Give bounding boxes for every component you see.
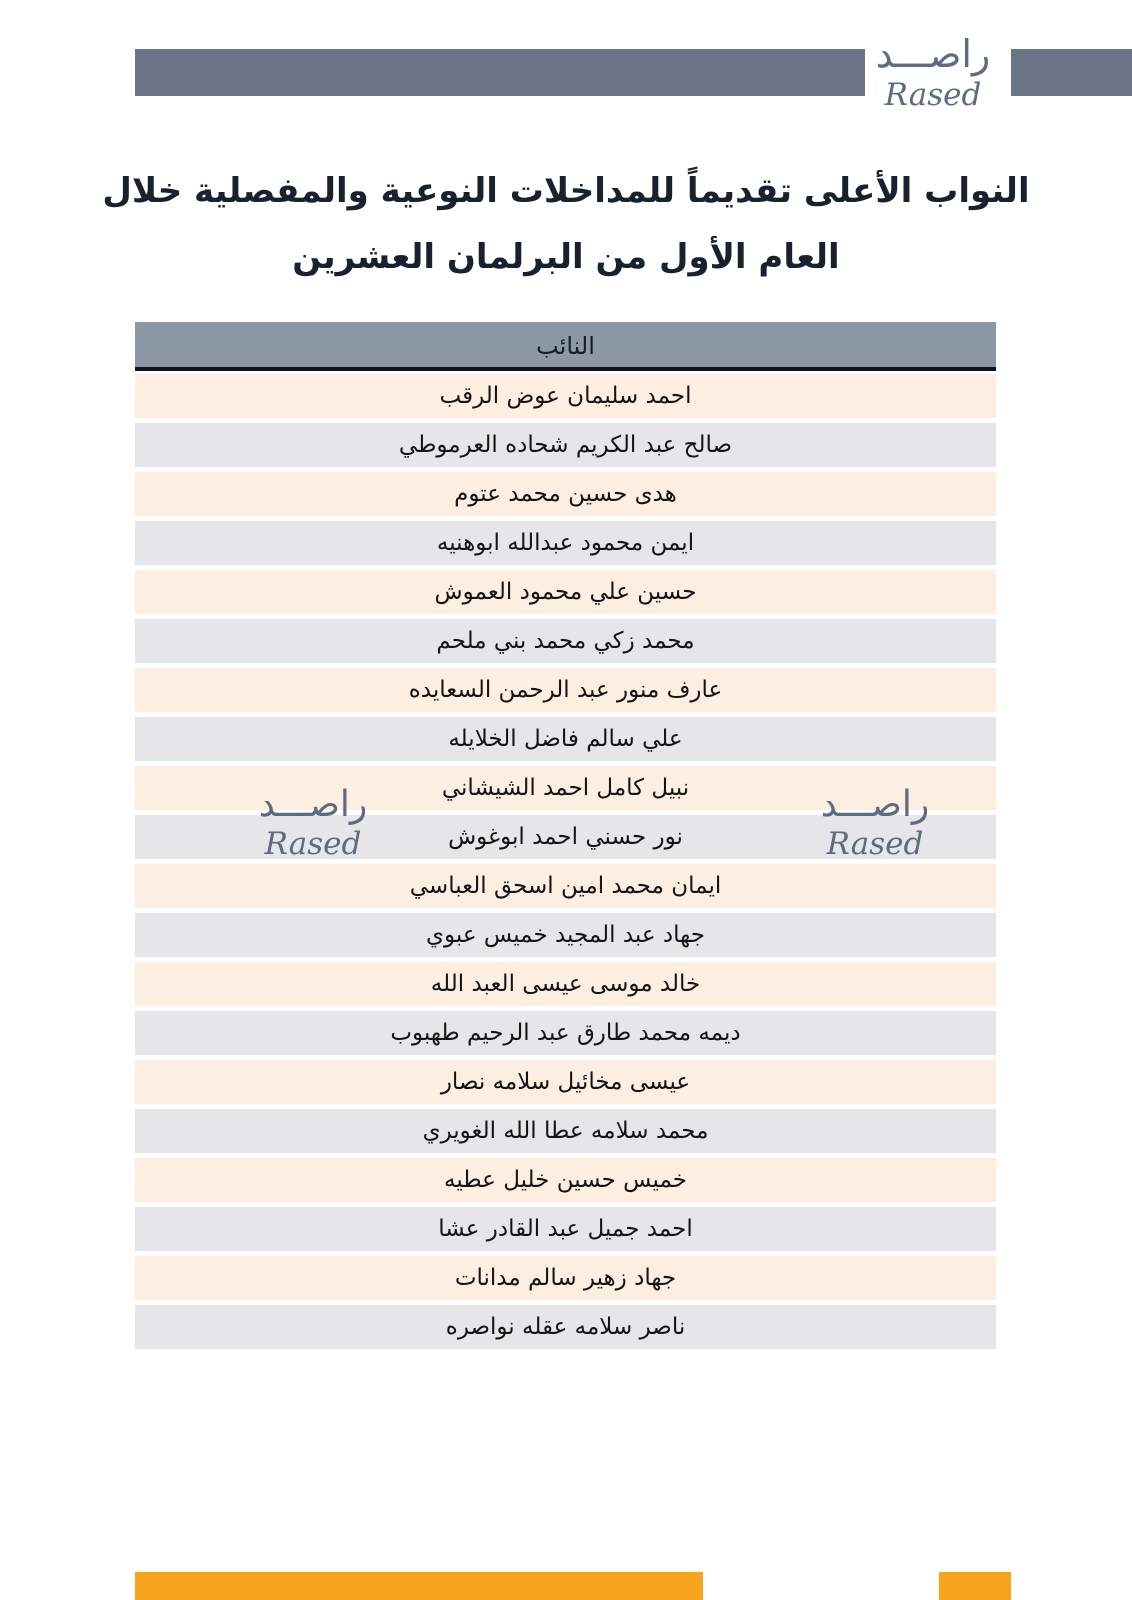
header-bar-right <box>1011 49 1132 96</box>
page-title <box>0 158 1132 290</box>
table-row: خميس حسين خليل عطيه <box>135 1158 996 1202</box>
watermark-latin: Rased <box>826 826 924 862</box>
header-bar-left <box>135 49 865 96</box>
watermark-arabic: راصـــد <box>820 784 930 825</box>
table-row: ديمه محمد طارق عبد الرحيم طهبوب <box>135 1011 996 1055</box>
table-header-cell: النائب <box>135 322 996 371</box>
deputies-table <box>135 322 996 1349</box>
table-row: خالد موسى عيسى العبد الله <box>135 962 996 1006</box>
table-row: جهاد عبد المجيد خميس عبوي <box>135 913 996 957</box>
table-row: ايمان محمد امين اسحق العباسي <box>135 864 996 908</box>
footer-bar-right <box>939 1572 1011 1600</box>
table-row: صالح عبد الكريم شحاده العرموطي <box>135 423 996 467</box>
watermark-arabic: راصـــد <box>258 784 368 825</box>
table-row: علي سالم فاضل الخلايله <box>135 717 996 761</box>
table-row: احمد سليمان عوض الرقب <box>135 374 996 418</box>
table-row: نور حسني احمد ابوغوش <box>135 815 996 859</box>
table-row: ناصر سلامه عقله نواصره <box>135 1305 996 1349</box>
table-row: حسين علي محمود العموش <box>135 570 996 614</box>
watermark-latin: Rased <box>264 826 362 862</box>
table-body <box>135 374 996 1349</box>
footer-bar-left <box>135 1572 703 1600</box>
table-row: جهاد زهير سالم مدانات <box>135 1256 996 1300</box>
rased-logo-arabic: راصـــد <box>875 32 991 76</box>
table-row: محمد سلامه عطا الله الغويري <box>135 1109 996 1153</box>
rased-logo <box>860 30 1006 112</box>
table-row: نبيل كامل احمد الشيشاني <box>135 766 996 810</box>
table-row: ايمن محمود عبدالله ابوهنيه <box>135 521 996 565</box>
page-title-line-2: العام الأول من البرلمان العشرين <box>292 237 840 277</box>
table-row: احمد جميل عبد القادر عشا <box>135 1207 996 1251</box>
page-title-line-1: النواب الأعلى تقديماً للمداخلات النوعية والمفصلية خلال <box>102 171 1030 211</box>
table-row: عارف منور عبد الرحمن السعايده <box>135 668 996 712</box>
table-row: هدى حسين محمد عتوم <box>135 472 996 516</box>
rased-logo-latin: Rased <box>884 77 982 113</box>
table-row: محمد زكي محمد بني ملحم <box>135 619 996 663</box>
table-row: عيسى مخائيل سلامه نصار <box>135 1060 996 1104</box>
